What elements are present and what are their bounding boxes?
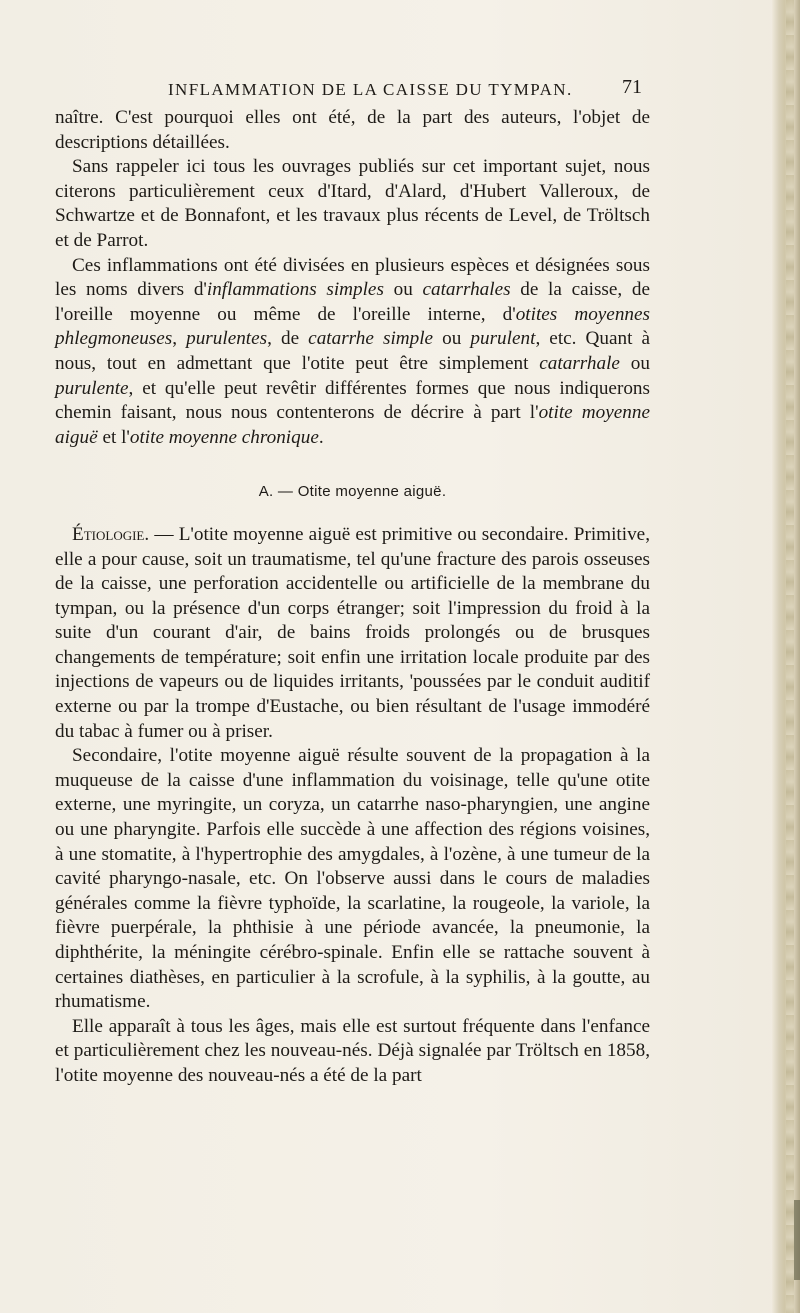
italic-term: otite moyenne aiguë — [55, 402, 650, 448]
paragraph-2: Sans rappeler ici tous les ouvrages publiés sur cet important sujet, nous citerons particulièrement ceux d'Itard, d'Alard, d'Hubert Valleroux, de Schwartze et de Bonnafont, et les travaux plus récents de Level, de Tröltsch et de Parrot. — [55, 156, 650, 251]
running-head-title: INFLAMMATION DE LA CAISSE DU TYMPAN. — [168, 80, 573, 99]
text-run: — L'otite moyenne aiguë est primitive ou secondaire. Primitive, elle a pour cause, soit un traumatisme, tel qu'une fracture des parois osseuses de la caisse, une perforation accidentelle ou artificielle de la membrane du tympan, ou la présence d'un corps étranger; soit l'impression du froid à la suite d'un courant d'air, de bains froids prolongés ou de brusques changements de température; soit enfin une irritation locale produite par des injections de vapeurs ou de liquides irritants, 'poussées par le conduit auditif externe ou par la trompe d'Eustache, ou bien résultant de l'usage immodéré du tabac à fumer ou à priser. — [55, 523, 650, 742]
body-text — [55, 106, 650, 1089]
paragraph-3 — [55, 254, 650, 451]
text-run: ou — [433, 328, 471, 350]
italic-term: inflammations simples — [206, 279, 384, 301]
text-run: et l' — [97, 426, 130, 448]
italic-term: catarrhales — [422, 279, 511, 301]
page-edge-shadow — [786, 0, 794, 1313]
paragraph-ages: Elle apparaît à tous les âges, mais elle est surtout fréquente dans l'enfance et particulièrement chez les nouveau-nés. Déjà signalée par Tröltsch en 1858, l'otite moyenne des nouveau-nés a été de la part — [55, 1015, 650, 1086]
italic-term: otites moyennes phlegmoneuses — [55, 303, 650, 350]
section-title: A. — Otite moyenne aiguë. — [258, 483, 447, 501]
italic-term: catarrhe simple — [308, 328, 434, 350]
paragraph-1: naître. C'est pourquoi elles ont été, de la part des auteurs, l'objet de descriptions détaillées. — [55, 107, 650, 153]
text-run: Ces inflammations ont été divisées en plusieurs espèces et désignées sous les noms divers d' — [55, 254, 650, 301]
text-run: , et qu'elle peut revêtir différentes formes que nous indiquerons chemin faisant, nous nous contenterons de décrire à part l' — [55, 377, 650, 424]
running-head — [0, 76, 800, 102]
text-run: ou — [619, 352, 650, 374]
italic-term: catarrhale — [539, 352, 620, 374]
paragraph-etiologie — [55, 523, 650, 744]
text-run: ou — [383, 279, 423, 301]
italic-term: purulentes — [186, 328, 268, 350]
italic-term: otite moyenne chronique — [129, 426, 319, 448]
text-run: , etc. Quant à nous, tout en admettant que l'otite peut être simplement — [55, 328, 651, 374]
text-run: , de — [267, 328, 309, 350]
italic-term: purulente — [55, 377, 129, 399]
text-run: de la caisse, de l'oreille moyenne ou même de l'oreille interne, d' — [55, 279, 650, 325]
page-number: 71 — [622, 76, 642, 98]
section-lead: Étiologie. — [72, 523, 150, 545]
italic-term: purulent — [470, 328, 536, 350]
text-run: . — [318, 426, 324, 448]
paragraph-secondaire: Secondaire, l'otite moyenne aiguë résulte souvent de la propagation à la muqueuse de la caisse d'une inflammation du voisinage, telle qu'une otite externe, une myringite, un coryza, un catarrhe naso-pharyngien, une angine ou une pharyngite. Parfois elle succède à une affection des régions voisines, à une stomatite, à l'hypertrophie des amygdales, à l'ozène, à une tumeur de la cavité pharyngo-nasale, etc. On l'observe aussi dans le cours de maladies générales comme la fièvre typhoïde, la scarlatine, la rougeole, la variole, la fièvre puerpérale, la phthisie à une période avancée, la pneumonie, la diphthérite, la méningite cérébro-spinale. Enfin elle se rattache souvent à certaines diathèses, en particulier à la scrofule, à la syphilis, à la goutte, au rhumatisme. — [55, 745, 650, 1013]
page-edge-mark — [794, 1200, 800, 1280]
text-run: , — [172, 328, 187, 350]
